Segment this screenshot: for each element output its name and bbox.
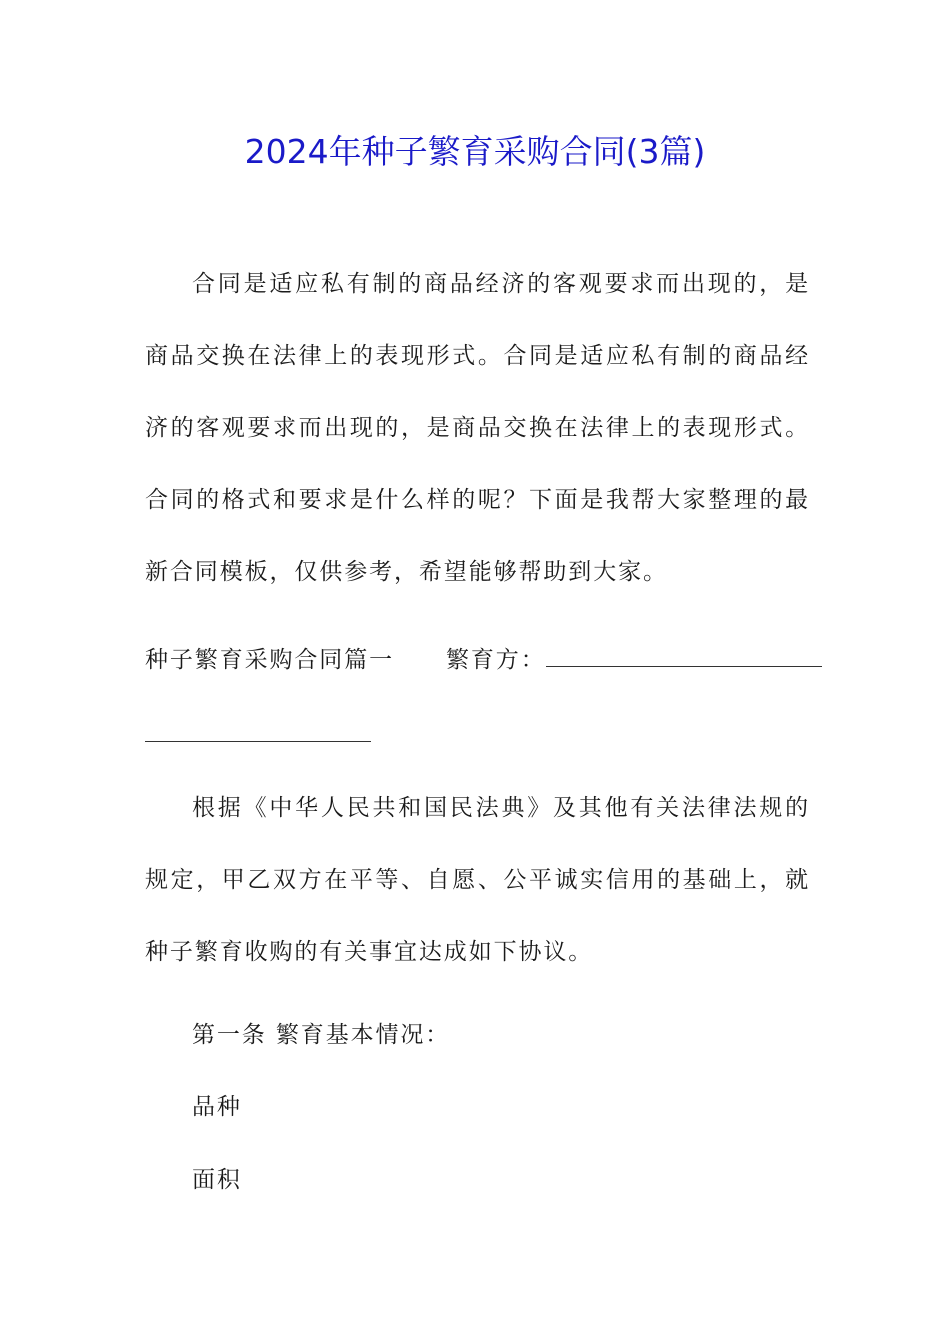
breeder-blank-line: [546, 665, 822, 667]
section-heading-row: [145, 640, 822, 680]
basis-paragraph: 根据《中华人民共和国民法典》及其他有关法律法规的规定，甲乙双方在平等、自愿、公平诚实信用的基础上，就种子繁育收购的有关事宜达成如下协议。: [145, 795, 810, 965]
breeder-label: 繁育方：: [446, 647, 546, 673]
item-variety: 品种: [192, 1094, 242, 1120]
document-title: 2024年种子繁育采购合同(3篇): [244, 132, 706, 171]
breeder-blank-line-continued: [145, 741, 371, 742]
section-heading: 种子繁育采购合同篇一: [145, 647, 394, 673]
article-one-heading: 第一条 繁育基本情况：: [192, 1022, 451, 1048]
item-area: 面积: [192, 1167, 242, 1193]
intro-paragraph: 合同是适应私有制的商品经济的客观要求而出现的，是商品交换在法律上的表现形式。合同是适应私有制的商品经济的客观要求而出现的，是商品交换在法律上的表现形式。合同的格式和要求是什么样的呢？下面是我帮大家整理的最新合同模板，仅供参考，希望能够帮助到大家。: [145, 271, 810, 585]
